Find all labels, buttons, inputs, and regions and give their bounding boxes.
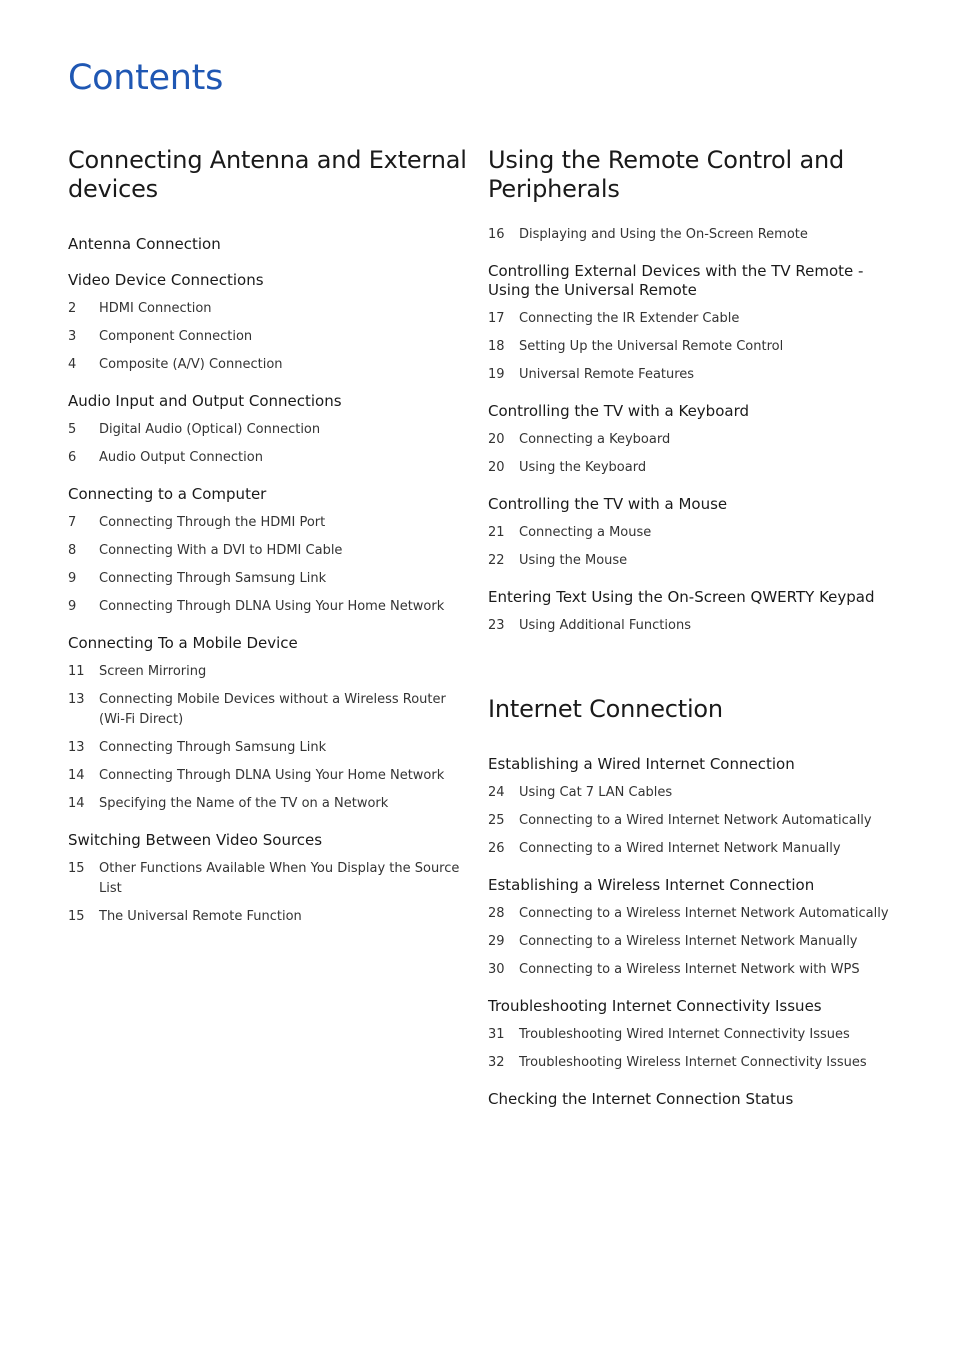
page-number: 20: [488, 432, 505, 447]
section-title[interactable]: Video Device Connections: [68, 271, 264, 289]
page-number: 16: [488, 227, 505, 242]
toc-section: [488, 495, 898, 571]
page-number: 21: [488, 525, 505, 540]
page-number: 14: [68, 768, 85, 783]
entry-title: Composite (A/V) Connection: [99, 357, 283, 372]
section-title[interactable]: Checking the Internet Connection Status: [488, 1090, 794, 1108]
page-number: 18: [488, 339, 505, 354]
part-title-connecting: [68, 146, 468, 204]
page-number: 2: [68, 301, 77, 316]
page-number: 13: [68, 740, 85, 755]
section-title[interactable]: Controlling the TV with a Keyboard: [488, 402, 749, 420]
section-title[interactable]: Switching Between Video Sources: [68, 831, 323, 849]
page-number: 6: [68, 450, 77, 465]
right-sections-part2: [488, 755, 898, 1109]
page-number: 31: [488, 1027, 505, 1042]
page-number: 23: [488, 618, 505, 633]
page-number: 20: [488, 460, 505, 475]
toc-entry[interactable]: [488, 365, 898, 385]
entry-title: Connecting Through Samsung Link: [99, 571, 327, 586]
left-column: [68, 146, 468, 944]
entry-title: Setting Up the Universal Remote Control: [519, 339, 784, 354]
toc-entry[interactable]: [488, 932, 898, 952]
page-number: 28: [488, 906, 505, 921]
section-title[interactable]: Antenna Connection: [68, 235, 221, 253]
entry-title: Connecting With a DVI to HDMI Cable: [99, 543, 343, 558]
toc-section: [488, 876, 898, 980]
right-sections-part1: [488, 225, 898, 636]
page-number: 9: [68, 571, 77, 586]
page-number: 14: [68, 796, 85, 811]
toc-section: [488, 262, 898, 385]
entry-title: Other Functions Available When You Display the Source List: [99, 861, 460, 896]
entry-title: Component Connection: [99, 329, 253, 344]
toc-entry[interactable]: [68, 597, 468, 617]
toc-section: [488, 1090, 898, 1109]
toc-entry[interactable]: [68, 541, 468, 561]
page-number: 30: [488, 962, 505, 977]
page-number: 11: [68, 664, 85, 679]
page-number: 24: [488, 785, 505, 800]
toc-section: [68, 485, 468, 617]
section-title[interactable]: Establishing a Wired Internet Connection: [488, 755, 795, 773]
section-title[interactable]: Controlling the TV with a Mouse: [488, 495, 728, 513]
page-number: 7: [68, 515, 77, 530]
toc-entry[interactable]: [68, 738, 468, 758]
toc-section: [68, 831, 468, 927]
toc-entry[interactable]: [68, 690, 468, 730]
entry-title: Connecting to a Wireless Internet Network Automatically: [519, 906, 889, 921]
entry-title: Using Additional Functions: [519, 618, 691, 633]
entry-title: Digital Audio (Optical) Connection: [99, 422, 321, 437]
toc-entry[interactable]: [68, 766, 468, 786]
entry-title: Screen Mirroring: [99, 664, 207, 679]
toc-entry[interactable]: [68, 859, 468, 899]
toc-section: [488, 997, 898, 1073]
entry-title: The Universal Remote Function: [99, 909, 302, 924]
toc-entry[interactable]: [488, 783, 898, 803]
entry-title: Universal Remote Features: [519, 367, 695, 382]
toc-entry[interactable]: [68, 448, 468, 468]
toc-section: [68, 271, 468, 375]
toc-entry[interactable]: [488, 811, 898, 831]
page-number: 19: [488, 367, 505, 382]
part-title-remote: [488, 146, 898, 204]
toc-entry[interactable]: [488, 430, 898, 450]
entry-title: Connecting to a Wired Internet Network Automatically: [519, 813, 872, 828]
toc-entry[interactable]: [68, 569, 468, 589]
entry-title: Connecting a Mouse: [519, 525, 652, 540]
toc-entry[interactable]: [488, 523, 898, 543]
entry-title: Using the Keyboard: [519, 460, 647, 475]
toc-entry[interactable]: [488, 1025, 898, 1045]
page-number: 32: [488, 1055, 505, 1070]
page-number: 3: [68, 329, 77, 344]
part-title-line: Using the Remote Control and: [488, 146, 844, 174]
page-number: 15: [68, 909, 85, 924]
toc-entry[interactable]: [488, 337, 898, 357]
entry-title: Connecting to a Wireless Internet Network Manually: [519, 934, 858, 949]
right-column: [488, 146, 898, 1126]
section-title[interactable]: Entering Text Using the On-Screen QWERTY Keypad: [488, 588, 875, 606]
entry-title: Connecting to a Wired Internet Network Manually: [519, 841, 841, 856]
entry-title: Troubleshooting Wired Internet Connectivity Issues: [519, 1027, 850, 1042]
page-number: 17: [488, 311, 505, 326]
toc-entry[interactable]: [488, 839, 898, 859]
section-title[interactable]: Audio Input and Output Connections: [68, 392, 342, 410]
toc-section: [488, 755, 898, 859]
page-number: 29: [488, 934, 505, 949]
toc-entry[interactable]: [68, 420, 468, 440]
toc-entry[interactable]: [488, 225, 898, 245]
entry-title: Using Cat 7 LAN Cables: [519, 785, 673, 800]
page-title: Contents: [68, 58, 224, 98]
part-title-line: devices: [68, 175, 158, 203]
entry-title: Connecting Mobile Devices without a Wireless Router (Wi-Fi Direct): [99, 692, 446, 727]
entry-title: Troubleshooting Wireless Internet Connectivity Issues: [519, 1055, 867, 1070]
toc-entry[interactable]: [68, 794, 468, 814]
section-title[interactable]: Controlling External Devices with the TV Remote - Using the Universal Remote: [488, 262, 864, 299]
toc-entry[interactable]: [488, 551, 898, 571]
toc-section: [68, 235, 468, 254]
entry-title: Using the Mouse: [519, 553, 628, 568]
entry-title: Connecting to a Wireless Internet Network with WPS: [519, 962, 860, 977]
part-title-line: Peripherals: [488, 175, 620, 203]
toc-entry[interactable]: [488, 904, 898, 924]
page-number: 8: [68, 543, 77, 558]
entry-title: HDMI Connection: [99, 301, 212, 316]
page-number: 4: [68, 357, 77, 372]
toc-section: [68, 392, 468, 468]
part-title-internet: Internet Connection: [488, 695, 723, 723]
toc-entry[interactable]: [68, 907, 468, 927]
entry-title: Displaying and Using the On-Screen Remote: [519, 227, 808, 242]
toc-section: [68, 634, 468, 814]
section-title[interactable]: Establishing a Wireless Internet Connection: [488, 876, 815, 894]
page-number: 22: [488, 553, 505, 568]
page-number: 9: [68, 599, 77, 614]
page-number: 26: [488, 841, 505, 856]
entry-title: Connecting Through DLNA Using Your Home Network: [99, 768, 445, 783]
entry-title: Audio Output Connection: [99, 450, 263, 465]
page-number: 13: [68, 692, 85, 707]
page-number: 15: [68, 861, 85, 876]
toc-entry[interactable]: [68, 327, 468, 347]
entry-title: Specifying the Name of the TV on a Network: [99, 796, 389, 811]
toc-entry[interactable]: [488, 1053, 898, 1073]
toc-section: [488, 588, 898, 636]
section-title[interactable]: Connecting to a Computer: [68, 485, 267, 503]
left-sections: [68, 235, 468, 927]
toc-entry[interactable]: [68, 513, 468, 533]
page-number: 5: [68, 422, 77, 437]
page-number: 25: [488, 813, 505, 828]
toc-entry[interactable]: [488, 960, 898, 980]
toc-entry[interactable]: [488, 616, 898, 636]
toc-entry[interactable]: [68, 355, 468, 375]
entry-title: Connecting the IR Extender Cable: [519, 311, 740, 326]
entry-title: Connecting a Keyboard: [519, 432, 671, 447]
entry-title: Connecting Through DLNA Using Your Home Network: [99, 599, 445, 614]
section-title[interactable]: Troubleshooting Internet Connectivity Issues: [488, 997, 822, 1015]
toc-entry[interactable]: [68, 299, 468, 319]
toc-entry[interactable]: [488, 458, 898, 478]
section-title[interactable]: Connecting To a Mobile Device: [68, 634, 298, 652]
part-title-line: Connecting Antenna and External: [68, 146, 467, 174]
entry-title: Connecting Through the HDMI Port: [99, 515, 326, 530]
toc-entry[interactable]: [488, 309, 898, 329]
entry-title: Connecting Through Samsung Link: [99, 740, 327, 755]
toc-section: [488, 402, 898, 478]
toc-section: [488, 225, 898, 245]
toc-entry[interactable]: [68, 662, 468, 682]
